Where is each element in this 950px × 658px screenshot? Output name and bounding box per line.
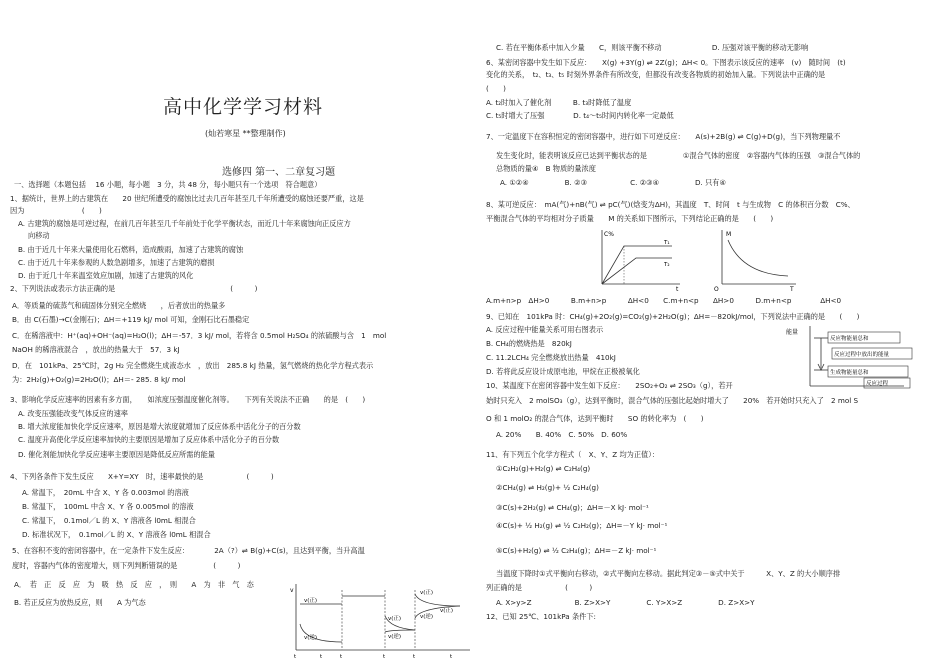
- left-text-line: D．在 101kPa、25℃时，2g H₂ 完全燃烧生成液态水 ，放出 285.8 kJ 热量，氢气燃烧的热化学方程式表示: [12, 361, 374, 370]
- right-text-line: C. 若在平衡体系中加入少量 C，则该平衡不移动 D. 压强对该平衡的移动无影响: [496, 43, 809, 52]
- right-text-line: A. 20% B. 40% C. 50% D. 60%: [496, 430, 628, 439]
- ct-curve-t2: T₂: [664, 262, 670, 268]
- energy-ylabel: 能量: [786, 329, 799, 336]
- vt-label-7: v(正): [440, 608, 454, 614]
- mt-ylabel: M: [726, 231, 732, 238]
- vt-tick-2: t: [320, 654, 323, 658]
- left-text-line: 度时，容器内气体的密度增大，则下列判断错误的是 ( ): [12, 561, 241, 570]
- left-text-line: B. 由于近几十年来大量使用化石燃料，造成酸雨，加速了古建筑的腐蚀: [18, 245, 244, 254]
- right-text-line: 变化的关系， t₂、t₃、t₅ 时刻外界条件有所改变，但都没有改变各物质的初始加入量。下列说法中正确的是: [486, 70, 826, 79]
- ct-curve-t1: T₁: [664, 240, 670, 246]
- vt-label-2: v(逆): [304, 635, 318, 641]
- right-text-line: 平衡混合气体的平均相对分子质量 M 的关系如下图所示，下列结论正确的是 ( ): [486, 214, 774, 223]
- left-text-line: 1、据统计，世界上的古建筑在 20 世纪所遭受的腐蚀比过去几百年甚至几千年所遭受的腐蚀还要严重，这是: [10, 194, 364, 203]
- left-text-line: 2、下列说法或表示方法正确的是 ( ): [10, 284, 258, 293]
- left-text-line: 向移动: [28, 231, 50, 240]
- right-text-line: C. 11.2LCH₄ 完全燃烧放出热量 410kJ: [486, 353, 616, 362]
- left-text-line: A. 常温下， 20mL 中含 X、Y 各 0.003mol 的溶液: [22, 488, 189, 497]
- left-text-line: D. 标准状况下， 0.1mol／L 的 X、Y 溶液各 l0mL 相混合: [22, 530, 211, 539]
- left-text-line: C. 常温下， 0.1mol／L 的 X、Y 溶液各 l0mL 相混合: [22, 516, 196, 525]
- mt-xlabel: T: [790, 286, 794, 293]
- vt-label-1: v(正): [304, 598, 318, 604]
- left-text-line: C. 由于近几十年来参观的人数急剧增多，加速了古建筑的磨损: [18, 258, 215, 267]
- right-text-line: A. ①②④ B. ②③ C. ②③④ D. 只有④: [500, 178, 726, 187]
- right-text-line: ⑤C(s)+H₂(g) ⇌ ½ C₂H₄(g)；ΔH=－Z kJ· mol⁻¹: [496, 546, 657, 555]
- right-text-line: ④C(s)+ ½ H₂(g) ⇌ ½ C₂H₂(g)；ΔH=－Y kJ· mol⁻¹: [496, 521, 668, 530]
- right-text-line: B. CH₄的燃烧热是 820kJ: [486, 339, 572, 348]
- mt-origin: O: [714, 286, 719, 293]
- right-text-line: 发生变化时，能表明该反应已达到平衡状态的是 ①混合气体的密度 ②容器内气体的压强 ③混合气体的: [496, 151, 861, 160]
- m-t-graph: [712, 228, 802, 292]
- left-text-line: 4、下列各条件下发生反应 X+Y=XY 时，速率最快的是 ( ): [10, 472, 274, 481]
- page-subtitle: (灿若寒星 **整理制作): [205, 129, 286, 138]
- page-title: 高中化学学习材料: [163, 96, 324, 118]
- vt-tick-5: t: [413, 654, 416, 658]
- right-text-line: 总物质的量④ B 物质的量浓度: [496, 164, 596, 173]
- energy-box-4: 反应过程: [866, 381, 889, 387]
- left-text-line: 一、选择题（本题包括 16 小题，每小题 3 分，共 48 分，每小题只有一个选项 符合题意）: [14, 180, 322, 189]
- ct-xlabel: t: [676, 286, 679, 293]
- left-text-line: NaOH 的稀溶液混合 ，放出的热量大于 57．3 kJ: [12, 345, 180, 354]
- left-text-line: A． 若 正 反 应 为 吸 热 反 应 ， 则 A 为 非 气 态: [14, 580, 254, 589]
- right-text-line: 始时只充入 2 molSO₃（g），达到平衡时，混合气体的压强比起始时增大了 20% 若开始时只充入了 2 mol S: [486, 396, 859, 405]
- section-heading: 选修四 第一、二章复习题: [222, 167, 336, 178]
- c-t-graph: [592, 228, 687, 292]
- right-text-line: ①C₂H₂(g)+H₂(g) ⇌ C₂H₄(g): [496, 464, 591, 473]
- right-text-line: A.m+n>p ΔH>0 B.m+n>p ΔH<0 C.m+n<p ΔH>0 D.m+n<p ΔH<0: [486, 296, 842, 305]
- vt-label-3: v(正): [388, 616, 402, 622]
- vt-label-4: v(逆): [388, 634, 402, 640]
- right-text-line: 7、一定温度下在容积恒定的密闭容器中，进行如下可逆反应： A(s)+2B(g) ⇌ C(g)+D(g)，当下列物理量不: [486, 132, 841, 141]
- vt-label-5: v(正): [420, 590, 434, 596]
- left-text-line: B. 增大浓度能加快化学反应速率，原因是增大浓度就增加了反应体系中活化分子的百分数: [18, 422, 301, 431]
- vt-tick-6: t: [450, 654, 453, 658]
- energy-box-2: 反应过程中放出的能量: [834, 352, 890, 358]
- right-text-line: 列正确的是 ( ): [486, 583, 593, 592]
- vt-axis-v: v: [290, 587, 294, 594]
- right-text-line: 11、有下列五个化学方程式（ X、Y、Z 均为正值）：: [486, 450, 660, 459]
- left-text-line: B. 常温下， 100mL 中含 X、Y 各 0.005mol 的溶液: [22, 502, 194, 511]
- energy-box-1: 反应物能量总和: [830, 336, 869, 342]
- right-text-line: ②CH₄(g) ⇌ H₂(g)+ ½ C₂H₄(g): [496, 483, 599, 492]
- left-text-line: 5、在容积不变的密闭容器中，在一定条件下发生反应： 2A（?）⇌ B(g)+C(s)，且达到平衡，当升高温: [12, 546, 365, 555]
- right-text-line: C. t₅时增大了压强 D. t₄～t₅时间内转化率一定最低: [486, 111, 674, 120]
- vt-tick-3: t: [340, 654, 343, 658]
- right-text-line: 6、某密闭容器中发生如下反应： X(g) +3Y(g) ⇌ 2Z(g)；ΔH< 0。下图表示该反应的速率 (v) 随时间 (t): [486, 58, 846, 67]
- left-text-line: B．由 C(石墨)→C(金刚石)；ΔH＝+119 kJ/ mol 可知，金刚石比石墨稳定: [12, 315, 250, 324]
- vt-graph: [290, 582, 475, 658]
- ct-ylabel: C%: [604, 231, 614, 238]
- right-text-line: 9、已知在 101kPa 时：CH₄(g)+2O₂(g)=CO₂(g)+2H₂O(g)；ΔH=－820kJ/mol，下列说法中正确的是 ( ): [486, 312, 860, 321]
- right-text-line: D. 若将此反应设计成原电池，甲烷在正极被氧化: [486, 367, 640, 376]
- energy-box-3: 生成物能量总和: [830, 370, 869, 376]
- left-text-line: 为：2H₂(g)+O₂(g)=2H₂O(l)；ΔH＝- 285. 8 kJ/ mol: [12, 375, 186, 384]
- vt-tick-4: t: [383, 654, 386, 658]
- energy-diagram: [784, 324, 914, 392]
- right-text-line: ③C(s)+2H₂(g) ⇌ CH₄(g)；ΔH=－X kJ· mol⁻¹: [496, 503, 649, 512]
- left-text-line: D. 由于近几十年来温室效应加剧，加速了古建筑的风化: [18, 271, 194, 280]
- right-text-line: ( ): [486, 84, 506, 93]
- right-text-line: 10、某温度下在密闭容器中发生如下反应： 2SO₂+O₂ ⇌ 2SO₃（g），若开: [486, 381, 733, 390]
- vt-tick-1: t: [294, 654, 297, 658]
- left-text-line: 3、影响化学反应速率的因素有多方面， 如浓度压强温度催化剂等。 下列有关说法不正确 的是 ( ): [10, 395, 366, 404]
- left-text-line: D. 催化剂能加快化学反应速率主要原因是降低反应所需的能量: [18, 450, 215, 459]
- left-text-line: A．等质量的硫蒸气和硫固体分别完全燃烧 ，后者放出的热量多: [12, 301, 226, 310]
- right-text-line: A. t₂时加入了催化剂 B. t₃时降低了温度: [486, 98, 632, 107]
- right-text-line: 12、已知 25℃、101kPa 条件下:: [486, 612, 596, 621]
- right-text-line: O 和 1 molO₂ 的混合气体，达到平衡时 SO 的转化率为 ( ): [486, 414, 704, 423]
- left-text-line: C．在稀溶液中：H⁺(aq)+OH⁻(aq)=H₂O(l)；ΔH＝-57．3 kJ/ mol，若将含 0.5mol H₂SO₄ 的浓硫酸与含 1 mol: [12, 331, 387, 340]
- right-text-line: A. X>y>Z B. Z>X>Y C. Y>X>Z D. Z>X>Y: [496, 598, 755, 607]
- left-text-line: C. 温度升高使化学反应速率加快的主要原因是增加了反应体系中活化分子的百分数: [18, 435, 280, 444]
- right-text-line: A. 反应过程中能量关系可用右图表示: [486, 325, 604, 334]
- right-text-line: 8、某可逆反应： mA(气)+nB(气) ⇌ pC(气)(焓变为ΔH)，其温度 T、时间 t 与生成物 C 的体积百分数 C%、: [486, 200, 855, 209]
- right-text-line: 当温度下降时①式平衡向右移动，②式平衡向左移动。据此判定③－⑤式中关于 X、Y、Z 的大小顺序排: [496, 569, 841, 578]
- left-text-line: 因为 ( ): [10, 206, 102, 215]
- left-text-line: B. 若正反应为放热反应，则 A 为气态: [14, 598, 146, 607]
- left-text-line: A. 改变压强能改变气体反应的速率: [18, 409, 128, 418]
- vt-label-6: v(逆): [420, 614, 434, 620]
- left-text-line: A. 古建筑的腐蚀是可逆过程，在前几百年甚至几千年前处于化学平衡状态，而近几十年来腐蚀向正反应方: [18, 219, 351, 228]
